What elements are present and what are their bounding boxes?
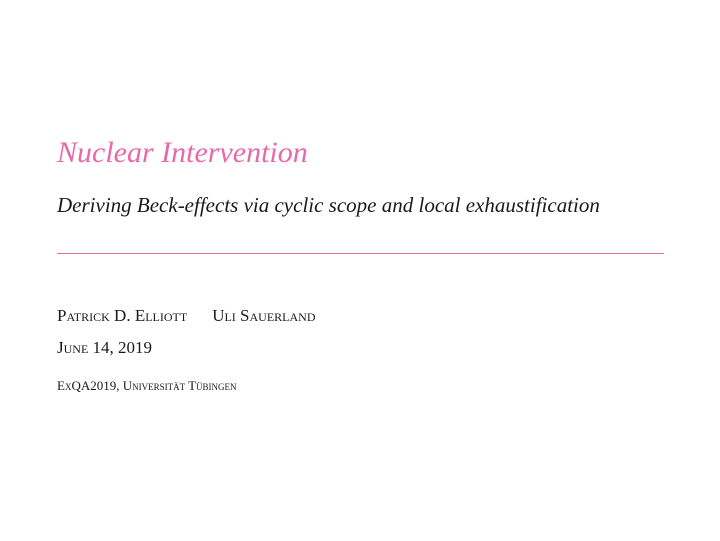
title-divider: [57, 253, 664, 254]
slide-title: Nuclear Intervention: [57, 136, 308, 169]
presentation-date: June 14, 2019: [57, 338, 153, 357]
slide-subtitle: Deriving Beck-effects via cyclic scope and local exhaustification: [57, 193, 600, 217]
author-list: [57, 305, 316, 327]
author-name: Patrick D. Elliott: [57, 306, 188, 325]
author-name: Uli Sauerland: [212, 306, 316, 325]
event-venue: ExQA2019, Universität Tübingen: [57, 378, 237, 393]
